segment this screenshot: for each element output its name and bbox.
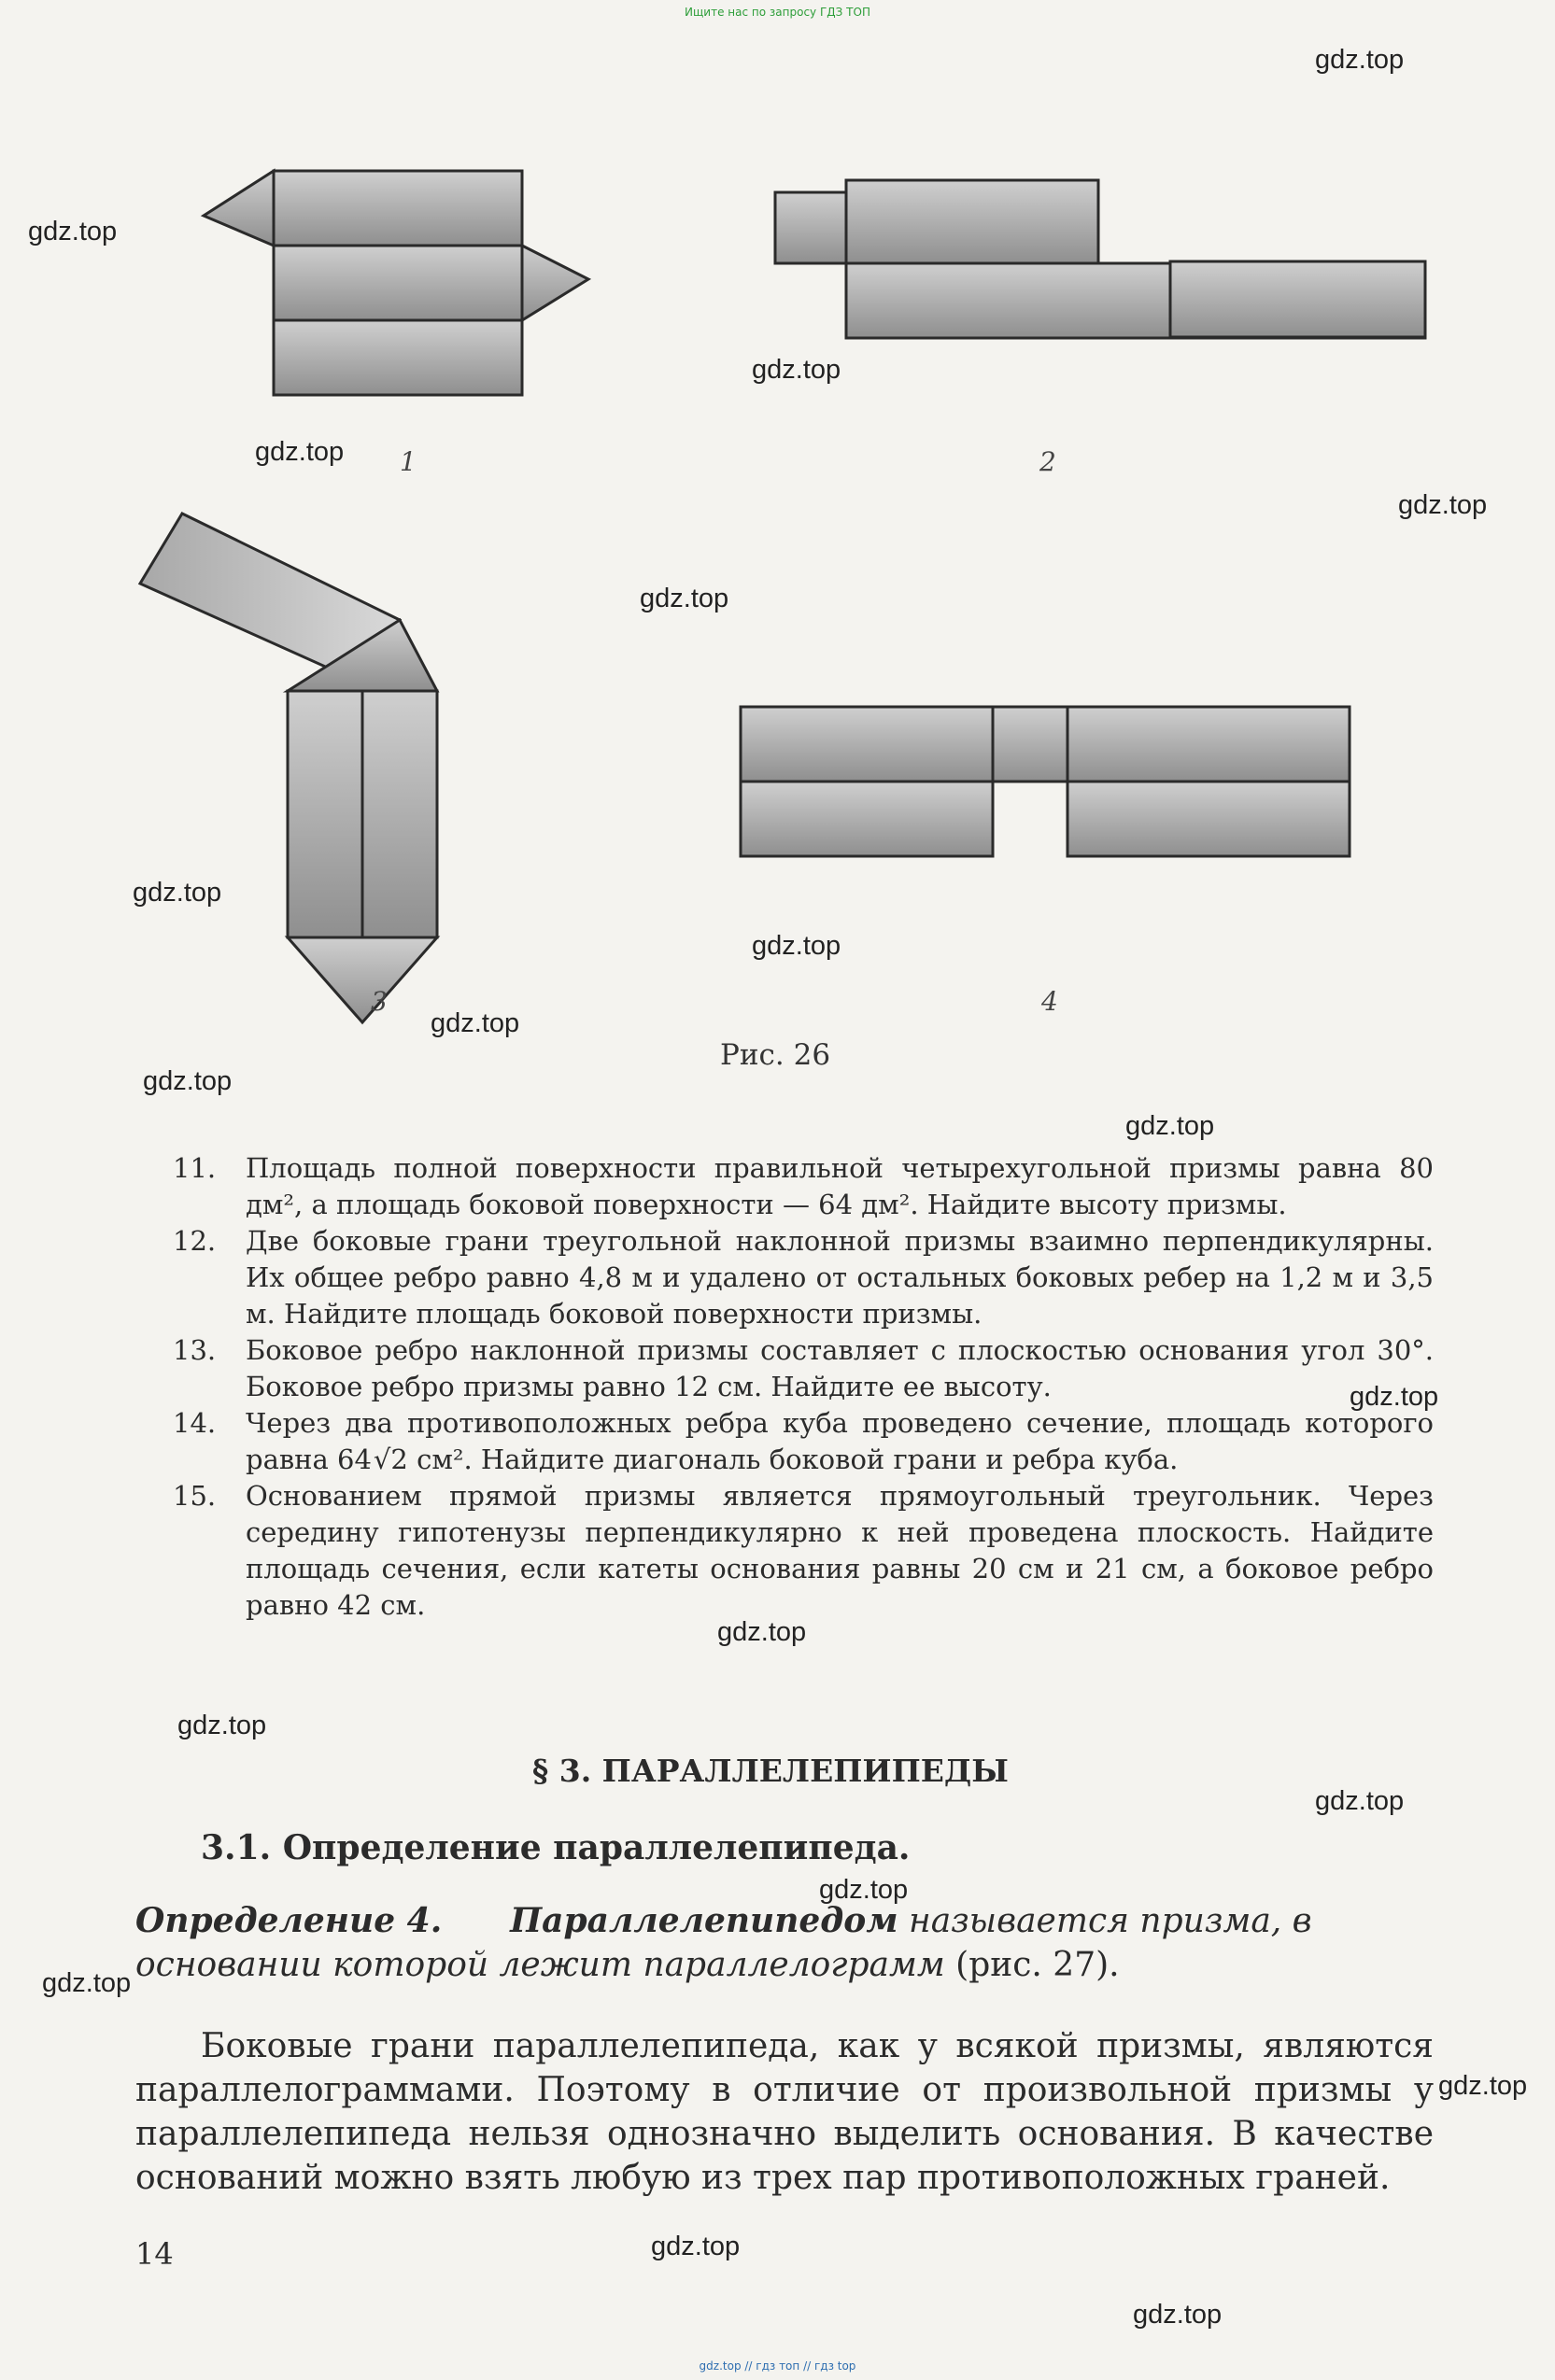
net-4 [741, 707, 1350, 856]
problem-item [173, 1332, 1434, 1405]
problem-text: Основанием прямой призмы является прямоугольный треугольник. Через середину гипотенузы перпендикулярно к ней проведена плоскость. Найдите площадь сечения, если катеты основания равны 20 см и 21 см, а боковое ребро равно 42 см. [246, 1480, 1434, 1621]
figure-label-2: 2 [1039, 446, 1056, 477]
net-1 [204, 171, 588, 395]
subsection-title: 3.1. Определение параллелепипеда. [201, 1828, 911, 1867]
watermark: gdz.top [752, 931, 841, 961]
definition-figure-ref: (рис. 27). [955, 1946, 1120, 1984]
watermark: gdz.top [1350, 1382, 1439, 1412]
figure-caption: Рис. 26 [720, 1038, 831, 1072]
watermark: gdz.top [255, 437, 345, 467]
watermark: gdz.top [133, 878, 222, 908]
watermark: gdz.top [819, 1875, 909, 1905]
watermark: gdz.top [143, 1066, 233, 1096]
section-title: § 3. ПАРАЛЛЕЛЕПИПЕДЫ [532, 1753, 1009, 1789]
watermark: gdz.top [1133, 2300, 1223, 2330]
problem-number: 12. [173, 1225, 217, 1257]
problem-text-part: 2 см². Найдите диагональ боковой грани и ребра куба. [390, 1443, 1179, 1475]
definition-label: Определение 4. [135, 1901, 443, 1940]
problem-item [173, 1150, 1434, 1223]
definition-term: Параллелепипедом [510, 1901, 898, 1940]
problem-text: Площадь полной поверхности правильной четырехугольной призмы равна 80 дм², а площадь боковой поверхности — 64 дм². Найдите высоту призмы. [246, 1152, 1434, 1220]
definition-text: называется призма, в основании которой лежит параллелограмм [135, 1902, 1312, 1984]
definition [135, 1899, 1424, 1987]
watermark: gdz.top [640, 584, 729, 613]
watermark: gdz.top [1315, 45, 1405, 75]
watermark: gdz.top [651, 2232, 741, 2261]
net-2 [775, 180, 1425, 338]
problem-item [173, 1478, 1434, 1624]
bottom-banner: gdz.top // гдз топ // гдз top [699, 2359, 856, 2373]
watermark: gdz.top [752, 355, 841, 385]
watermark: gdz.top [431, 1008, 520, 1038]
figure-label-1: 1 [400, 446, 417, 477]
watermark: gdz.top [28, 217, 118, 246]
problem-text-part: Через два противоположных ребра куба проведено сечение, площадь которого равна 64 [246, 1407, 1434, 1475]
watermark: gdz.top [1315, 1786, 1405, 1816]
problem-text: Боковое ребро наклонной призмы составляет с плоскостью основания угол 30°. Боковое ребро призмы равно 12 см. Найдите ее высоту. [246, 1334, 1434, 1402]
watermark: gdz.top [1438, 2071, 1528, 2101]
problem-number: 15. [173, 1480, 217, 1512]
net-3 [140, 514, 437, 1022]
problem-number: 11. [173, 1152, 217, 1184]
sqrt-symbol: √ [373, 1443, 391, 1475]
watermark: gdz.top [177, 1711, 267, 1740]
top-banner: Ищите нас по запросу ГДЗ ТОП [685, 6, 870, 19]
problem-number: 14. [173, 1407, 217, 1439]
figure-label-4: 4 [1041, 986, 1058, 1017]
problem-text: Две боковые грани треугольной наклонной призмы взаимно перпендикулярны. Их общее ребро равно 4,8 м и удалено от остальных боковых ребер на 1,2 м и 3,5 м. Найдите площадь боковой поверхности призмы. [246, 1225, 1434, 1330]
watermark: gdz.top [42, 1968, 132, 1998]
problem-item [173, 1405, 1434, 1478]
page-number: 14 [135, 2236, 174, 2272]
watermark: gdz.top [717, 1617, 807, 1647]
watermark: gdz.top [1398, 490, 1488, 520]
watermark: gdz.top [1125, 1111, 1215, 1141]
figure-label-3: 3 [371, 986, 388, 1017]
problem-item [173, 1223, 1434, 1332]
figure-26 [0, 0, 1555, 1083]
problem-list [173, 1150, 1434, 1624]
problem-number: 13. [173, 1334, 217, 1366]
problem-text [246, 1405, 1434, 1478]
body-paragraph: Боковые грани параллелепипеда, как у всякой призмы, являются параллелограммами. Поэтому в отличие от произвольной призмы у параллелепипеда нельзя однозначно выделить основания. В качестве оснований можно взять любую из трех пар противоположных граней. [135, 2027, 1434, 2197]
